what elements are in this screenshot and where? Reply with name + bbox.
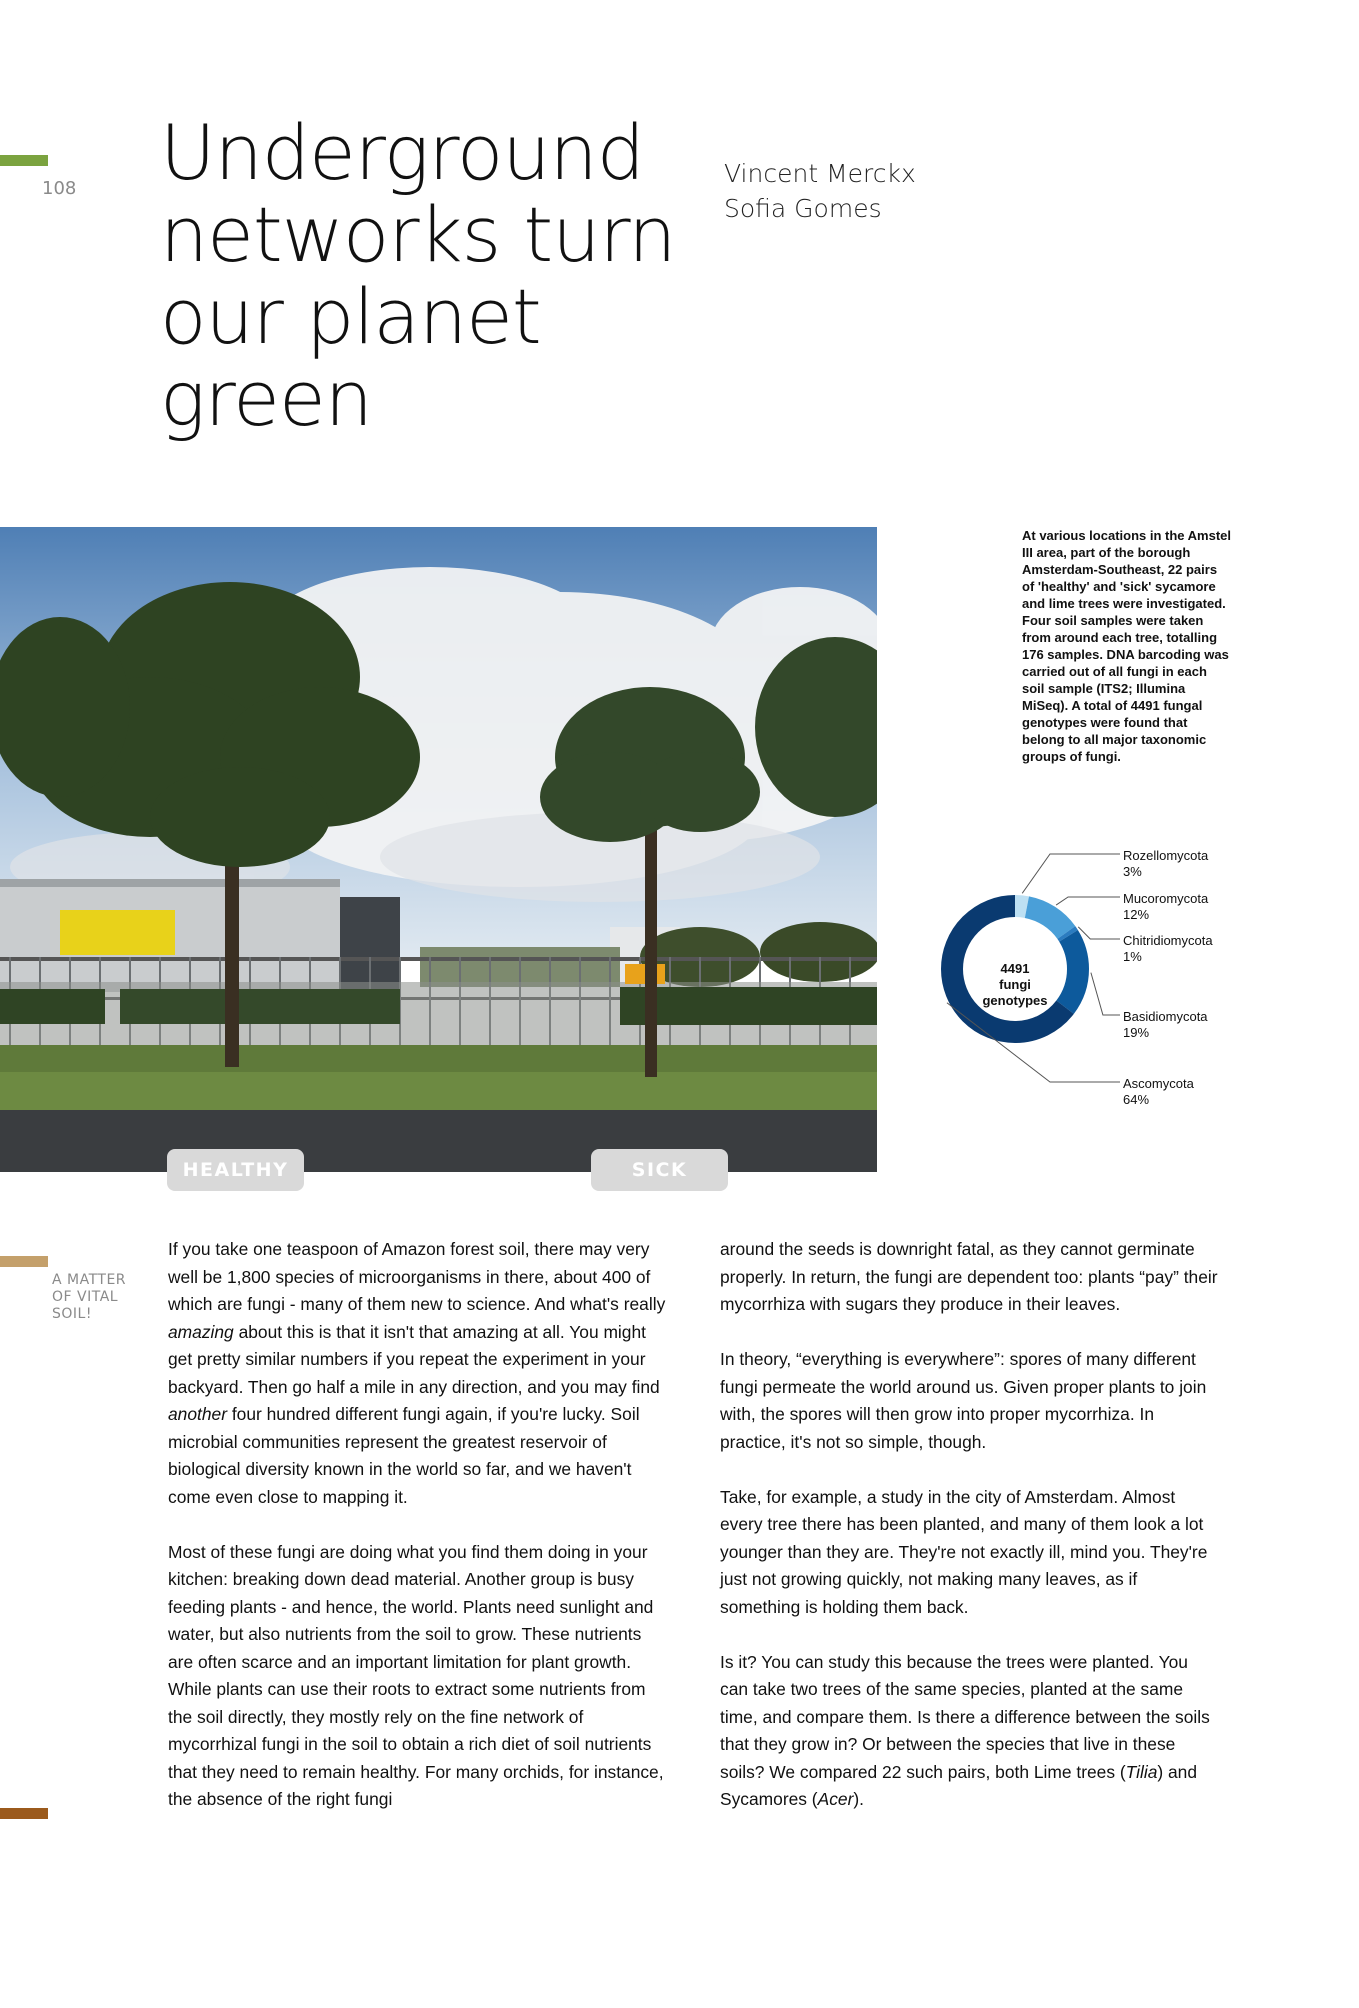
chart-center-label bbox=[955, 961, 1075, 1009]
emphasis-text: Acer bbox=[817, 1789, 854, 1809]
paragraph-text: Is it? You can study this because the trees were planted. You can take two trees of the same species, planted at the same time, and compare them. Is there a difference between the soils that they grow in? Or between the species that live in these soils? We compared 22 such pairs, both Lime trees ( bbox=[720, 1651, 1210, 1782]
paragraph-text: about this is that it isn't that amazing at all. You might get pretty similar numbers if you repeat the experiment in your backyard. Then go half a mile in any direction, and you may find bbox=[168, 1321, 660, 1397]
paragraph-text: ) and Sycamores ( bbox=[720, 1761, 1198, 1809]
article-title: Underground networks turn our planet green bbox=[160, 108, 676, 443]
page-marker-green bbox=[0, 155, 48, 166]
paragraph-text: If you take one teaspoon of Amazon forest soil, there may very well be 1,800 species of microorganisms in there, about 400 of which are fungi - many of them new to science. And what's really bbox=[168, 1239, 666, 1314]
body-paragraph bbox=[168, 1236, 668, 1511]
slice-label bbox=[1123, 1009, 1208, 1041]
street-photo bbox=[0, 527, 877, 1172]
paragraph-text: Take, for example, a study in the city of Amsterdam. Almost every tree there has been planted, and many of them look a lot younger than they are. They're not exactly ill, mind you. They're just not growing quickly, not making many leaves, as if something is holding them back. bbox=[720, 1486, 1208, 1617]
body-paragraph bbox=[168, 1539, 668, 1814]
emphasis-text: amazing bbox=[168, 1321, 234, 1342]
slice-name: Mucoromycota bbox=[1123, 891, 1209, 906]
body-paragraph bbox=[720, 1484, 1220, 1622]
leader-line bbox=[1078, 927, 1120, 939]
author-name: Vincent Merckx bbox=[724, 159, 916, 188]
authors bbox=[724, 156, 916, 226]
page-marker-brown bbox=[0, 1808, 48, 1819]
body-paragraph bbox=[720, 1649, 1220, 1814]
section-marker bbox=[0, 1256, 48, 1267]
paragraph-text: ). bbox=[853, 1789, 864, 1809]
leader-line bbox=[1022, 854, 1120, 893]
center-word: genotypes bbox=[982, 993, 1048, 1008]
leader-line bbox=[1091, 973, 1120, 1015]
emphasis-text: Tilia bbox=[1125, 1761, 1158, 1782]
photo-label-healthy: HEALTHY bbox=[167, 1149, 304, 1191]
slice-value: 3% bbox=[1123, 864, 1142, 879]
figure-caption: At various locations in the Amstel III area, part of the borough Amsterdam-Southeast, 22 pairs of 'healthy' and 'sick' sycamore and lime trees were investigated. Four soil samples were taken from around each tree, totalling 176 samples. DNA barcoding was carried out of all fungi in each soil sample (ITS2; Illumina MiSeq). A total of 4491 fungal genotypes were found that belong to all major taxonomic groups of fungi. bbox=[1022, 528, 1232, 764]
body-paragraph bbox=[720, 1346, 1220, 1456]
photo-label-sick: SICK bbox=[591, 1149, 728, 1191]
slice-label bbox=[1123, 1076, 1194, 1108]
fungi-donut-chart bbox=[895, 840, 1235, 1115]
slice-value: 19% bbox=[1123, 1025, 1150, 1040]
slice-name: Chitridiomycota bbox=[1123, 933, 1213, 948]
slice-name: Rozellomycota bbox=[1123, 848, 1209, 863]
center-count: 4491 bbox=[1000, 961, 1030, 976]
page-number: 108 bbox=[42, 178, 77, 199]
body-column-right bbox=[720, 1236, 1220, 1814]
center-word: fungi bbox=[999, 977, 1031, 992]
body-column-left bbox=[168, 1236, 668, 1814]
slice-value: 64% bbox=[1123, 1092, 1150, 1107]
slice-label bbox=[1123, 933, 1213, 965]
emphasis-text: another bbox=[168, 1404, 227, 1424]
section-label: A MATTER OF VITAL SOIL! bbox=[52, 1272, 127, 1322]
slice-label bbox=[1123, 848, 1208, 880]
leader-line bbox=[1056, 897, 1120, 905]
body-paragraph bbox=[720, 1236, 1220, 1319]
slice-value: 1% bbox=[1123, 949, 1142, 964]
slice-name: Basidiomycota bbox=[1123, 1009, 1208, 1024]
slice-value: 12% bbox=[1123, 907, 1150, 922]
paragraph-text: Most of these fungi are doing what you find them doing in your kitchen: breaking down dead material. Another group is busy feeding plants - and hence, the world. Plants need sunlight and water, but also nutrients from the soil to grow. These nutrients are often scarce and an important limitation for plant growth. While plants can use their roots to extract some nutrients from the soil directly, they mostly rely on the fine network of mycorrhizal fungi in the soil to obtain a rich diet of soil nutrients that they need to remain healthy. For many orchids, for instance, the absence of the right fungi bbox=[168, 1541, 664, 1809]
slice-name: Ascomycota bbox=[1123, 1076, 1194, 1091]
slice-label bbox=[1123, 891, 1208, 923]
author-name: Sofia Gomes bbox=[724, 194, 882, 223]
paragraph-text: around the seeds is downright fatal, as they cannot germinate properly. In return, the fungi are dependent too: plants “pay” their mycorrhiza with sugars they produce in their leaves. bbox=[720, 1239, 1218, 1314]
paragraph-text: four hundred different fungi again, if you're lucky. Soil microbial communities represent the greatest reservoir of biological diversity known in the world so far, and we haven't come even close to mapping it. bbox=[168, 1404, 640, 1507]
paragraph-text: In theory, “everything is everywhere”: spores of many different fungi permeate the world around us. Given proper plants to join with, the spores will then grow into proper mycorrhiza. In practice, it's not so simple, though. bbox=[720, 1349, 1207, 1452]
